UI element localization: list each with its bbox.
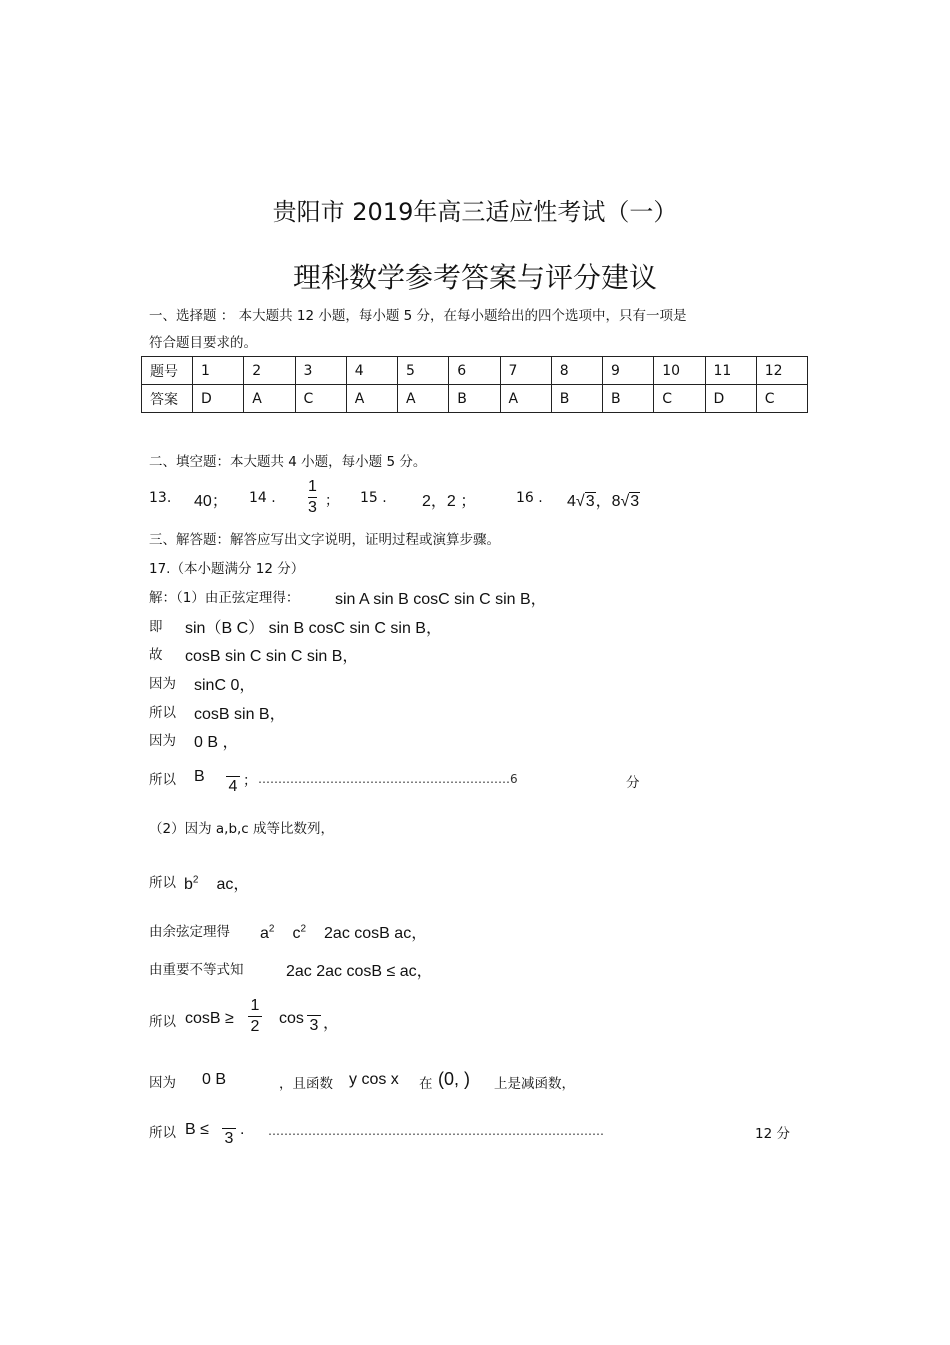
table-cell: 11 <box>705 357 756 385</box>
q17-l4-label: 因为 <box>149 676 176 692</box>
math-b: b <box>184 876 193 893</box>
q17-p2-l6-text2: 在 <box>419 1076 433 1092</box>
math-a: a <box>260 925 269 942</box>
q17-l4-math: sinC 0， <box>194 677 256 694</box>
q15-label: 15 . <box>360 490 387 506</box>
table-cell: C <box>756 385 807 413</box>
table-cell: C <box>654 385 705 413</box>
q15-answer: 2，2 ； <box>422 493 477 510</box>
table-cell: 9 <box>603 357 654 385</box>
numerator: 1 <box>250 997 260 1014</box>
q14-label: 14 . <box>249 490 276 506</box>
superscript: 2 <box>268 923 275 935</box>
table-cell: A <box>346 385 397 413</box>
q17-l7-semicolon: ； <box>243 773 257 789</box>
q17-header: 17.（本小题满分 12 分） <box>149 561 305 577</box>
table-cell: 7 <box>500 357 551 385</box>
q17-p2-l6-math2: y cos x <box>349 1071 399 1088</box>
q17-l2-label: 即 <box>149 619 163 635</box>
q17-p2-l2-math <box>184 871 249 894</box>
q17-p2-l6-text3: 上是减函数， <box>494 1076 575 1092</box>
q17-l7-math: B <box>194 768 205 785</box>
answer-table <box>141 356 808 413</box>
table-cell: 6 <box>449 357 500 385</box>
section2-instructions: 二、填空题：本大题共 4 小题，每小题 5 分。 <box>149 454 427 470</box>
table-cell: C <box>295 385 346 413</box>
q17-p2-l6-math3: (0, ) <box>438 1069 471 1089</box>
q17-l7-denominator: 4 <box>228 778 238 795</box>
q14-end: ； <box>325 493 339 509</box>
q17-part2-intro: （2）因为 a,b,c 成等比数列， <box>149 821 335 837</box>
table-cell: 10 <box>654 357 705 385</box>
q17-p2-l5-fraction2 <box>307 1007 321 1035</box>
fraction-bar <box>307 1015 321 1016</box>
superscript: 2 <box>192 874 199 886</box>
q17-p2-l7-end: . <box>240 1121 245 1138</box>
table-cell: 1 <box>193 357 244 385</box>
q17-l6-label: 因为 <box>149 733 176 749</box>
table-cell: A <box>398 385 449 413</box>
q17-p2-l6-text1: ，且函数 <box>279 1076 333 1092</box>
fraction-bar <box>248 1016 262 1017</box>
q17-p2-l5-cos: cos <box>279 1010 304 1027</box>
q16-separator: ， <box>595 493 612 510</box>
q17-l1-label: 解：（1）由正弦定理得： <box>149 590 300 606</box>
q17-l6-math: 0 B ， <box>194 734 239 751</box>
q14-denominator: 3 <box>308 499 317 516</box>
q16-answer: 4√3，8√3 <box>567 493 640 510</box>
q17-p2-l7-fraction <box>222 1118 236 1148</box>
table-header-cell: 答案 <box>142 385 193 413</box>
denominator: 3 <box>224 1130 234 1147</box>
q17-l5-label: 所以 <box>149 705 176 721</box>
q17-l3-math: cosB sin C sin C sin B， <box>185 648 359 665</box>
q16-coef-b: 8 <box>611 493 621 510</box>
q16-radicand-a: 3 <box>585 493 595 510</box>
q17-p2-l7-label: 所以 <box>149 1125 176 1141</box>
fraction-bar <box>226 776 240 777</box>
table-cell: B <box>449 385 500 413</box>
table-cell: D <box>193 385 244 413</box>
table-row <box>142 357 808 385</box>
q17-p2-l5-fraction <box>248 997 262 1036</box>
denominator: 3 <box>309 1017 319 1034</box>
q17-l7-label: 所以 <box>149 772 176 788</box>
q17-l1-math: sin A sin B cosC sin C sin B， <box>335 591 547 608</box>
table-cell: B <box>603 385 654 413</box>
q14-numerator: 1 <box>308 478 317 495</box>
q14-fraction <box>308 478 317 517</box>
q17-p2-l5-end: ， <box>323 1015 340 1032</box>
q13-label: 13. <box>149 490 172 506</box>
score-label: 分 <box>626 775 640 791</box>
q17-p2-l6-math1: 0 B <box>202 1071 227 1088</box>
q17-p2-l4-label: 由重要不等式知 <box>149 962 244 978</box>
q16-radicand-b: 3 <box>630 493 640 510</box>
table-cell: 5 <box>398 357 449 385</box>
table-cell: A <box>500 385 551 413</box>
table-cell: 8 <box>551 357 602 385</box>
q17-p2-l3-math <box>260 920 427 943</box>
q16-coef-a: 4 <box>567 493 576 510</box>
q13-answer: 40； <box>194 493 228 510</box>
q17-p2-l5-label: 所以 <box>149 1014 176 1030</box>
table-cell: 3 <box>295 357 346 385</box>
fraction-bar <box>222 1128 236 1129</box>
denominator: 2 <box>250 1018 260 1035</box>
math-ac: ac， <box>216 876 250 893</box>
table-cell: B <box>551 385 602 413</box>
score-leader-dots: ………………………………………………………6 <box>258 772 518 786</box>
q17-p2-l7-math: B ≤ <box>185 1121 209 1138</box>
superscript: 2 <box>300 923 307 935</box>
fraction-bar <box>308 497 317 498</box>
q17-l5-math: cosB sin B， <box>194 706 286 723</box>
document-subtitle: 理科数学参考答案与评分建议 <box>292 261 657 294</box>
q17-p2-l6-label: 因为 <box>149 1075 176 1091</box>
q17-l2-math: sin（B C） sin B cosC sin C sin B， <box>185 620 442 637</box>
table-cell: 2 <box>244 357 295 385</box>
table-header-cell: 题号 <box>142 357 193 385</box>
q17-p2-l5-math: cosB ≥ <box>185 1010 234 1027</box>
q17-p2-l4-math: 2ac 2ac cosB ≤ ac， <box>286 963 433 980</box>
math-c: c <box>292 925 301 942</box>
section1-instructions: 一、选择题 ： 本大题共 12 小题，每小题 5 分，在每小题给出的四个选项中，只有一项是 <box>149 308 687 324</box>
table-cell: A <box>244 385 295 413</box>
score-leader-dots: ………………………………………………………………………… <box>268 1124 604 1138</box>
section1-instructions-cont: 符合题目要求的。 <box>149 335 257 351</box>
q17-p2-l2-label: 所以 <box>149 875 176 891</box>
score-label: 12 分 <box>755 1126 790 1142</box>
table-cell: D <box>705 385 756 413</box>
document-title: 贵阳市 2019年高三适应性考试（一） <box>272 198 678 226</box>
table-cell: 12 <box>756 357 807 385</box>
table-cell: 4 <box>346 357 397 385</box>
q17-l7-fraction <box>226 766 240 796</box>
q17-p2-l3-label: 由余弦定理得 <box>149 924 230 940</box>
q16-label: 16 . <box>516 490 543 506</box>
table-row <box>142 385 808 413</box>
q17-l3-label: 故 <box>149 647 163 663</box>
math-rest: 2ac cosB ac， <box>324 925 428 942</box>
section3-instructions: 三、解答题：解答应写出文字说明，证明过程或演算步骤。 <box>149 532 500 548</box>
